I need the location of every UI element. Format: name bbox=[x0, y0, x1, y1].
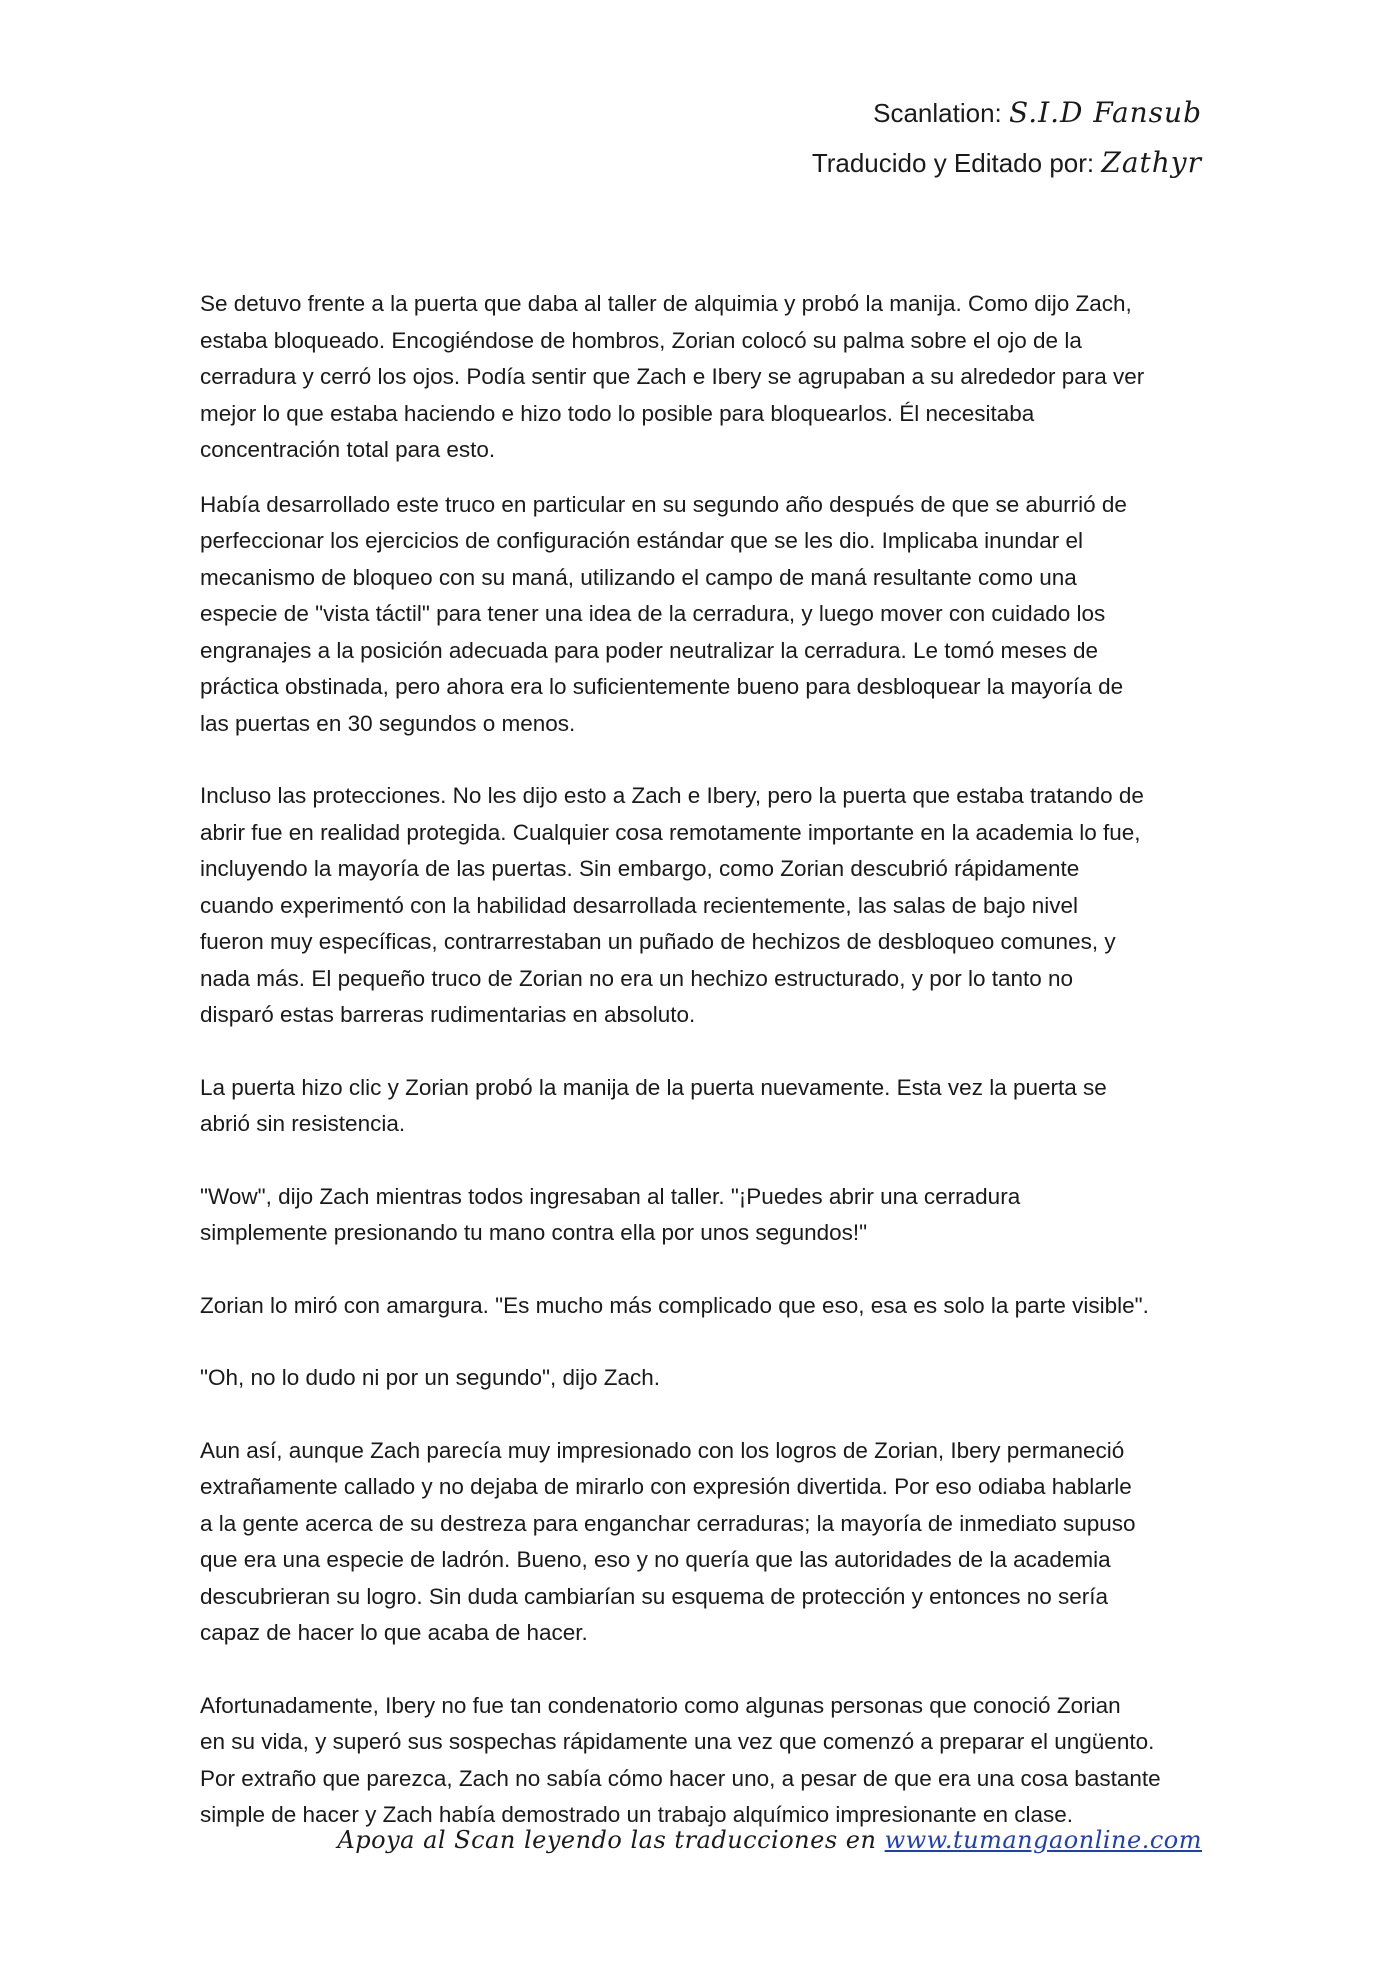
paragraph-line: Se detuvo frente a la puerta que daba al taller de alquimia y probó la manija. Como dijo Zach, bbox=[200, 291, 1132, 316]
paragraph-line: incluyendo la mayoría de las puertas. Sin embargo, como Zorian descubrió rápidamente bbox=[200, 856, 1080, 881]
paragraph-line: a la gente acerca de su destreza para enganchar cerraduras; la mayoría de inmediato supuso bbox=[200, 1510, 1136, 1536]
paragraph-line: Había desarrollado este truco en particular en su segundo año después de que se aburrió de bbox=[200, 491, 1127, 517]
paragraph-line: mejor lo que estaba haciendo e hizo todo lo posible para bloquearlos. Él necesitaba bbox=[200, 400, 1035, 426]
paragraph bbox=[200, 1688, 1220, 1834]
paragraph-line: simple de hacer y Zach había demostrado un trabajo alquímico impresionante en clase. bbox=[200, 1802, 1073, 1827]
paragraph-line: las puertas en 30 segundos o menos. bbox=[200, 710, 576, 736]
paragraph-line: fueron muy específicas, contrarrestaban un puñado de hechizos de desbloqueo comunes, y bbox=[200, 929, 1116, 954]
paragraph-line: práctica obstinada, pero ahora era lo suficientemente bueno para desbloquear la mayoría de bbox=[200, 674, 1124, 699]
paragraph bbox=[200, 1179, 1220, 1252]
footer-text: Apoya al Scan leyendo las traducciones en bbox=[337, 1826, 877, 1854]
paragraph-line: concentración total para esto. bbox=[200, 437, 496, 462]
paragraph-line: Por extraño que parezca, Zach no sabía cómo hacer uno, a pesar de que era una cosa bastante bbox=[200, 1765, 1161, 1791]
paragraph-line: La puerta hizo clic y Zorian probó la manija de la puerta nuevamente. Esta vez la puerta se bbox=[200, 1074, 1107, 1100]
paragraph-line: Zorian lo miró con amargura. "Es mucho más complicado que eso, esa es solo la parte visible". bbox=[200, 1292, 1149, 1318]
paragraph-line: "Wow", dijo Zach mientras todos ingresaban al taller. "¡Puedes abrir una cerradura bbox=[200, 1183, 1021, 1209]
chapter-body bbox=[200, 250, 1220, 1834]
footer-note bbox=[337, 1826, 1202, 1854]
paragraph-line: en su vida, y superó sus sospechas rápidamente una vez que comenzó a preparar el ungüento. bbox=[200, 1729, 1155, 1754]
paragraph bbox=[200, 487, 1220, 743]
paragraph-line: extrañamente callado y no dejaba de mirarlo con expresión divertida. Por eso odiaba hablarle bbox=[200, 1474, 1132, 1499]
translator-label: Traducido y Editado por: bbox=[811, 148, 1095, 178]
paragraph-line: especie de "vista táctil" para tener una idea de la cerradura, y luego mover con cuidado los bbox=[200, 601, 1106, 626]
paragraph-line: Aun así, aunque Zach parecía muy impresionado con los logros de Zorian, Ibery permaneció bbox=[200, 1437, 1125, 1463]
paragraph bbox=[200, 1360, 1220, 1397]
paragraph bbox=[200, 1070, 1220, 1143]
paragraph-line: Incluso las protecciones. No les dijo esto a Zach e Ibery, pero la puerta que estaba tratando de bbox=[200, 783, 1144, 808]
paragraph-line: disparó estas barreras rudimentarias en absoluto. bbox=[200, 1002, 696, 1027]
paragraph-line: cerradura y cerró los ojos. Podía sentir que Zach e Ibery se agrupaban a su alrededor para ver bbox=[200, 364, 1145, 389]
scanlation-credit bbox=[812, 88, 1202, 138]
paragraph-line: simplemente presionando tu mano contra ella por unos segundos!" bbox=[200, 1220, 868, 1245]
paragraph-line: "Oh, no lo dudo ni por un segundo", dijo Zach. bbox=[200, 1365, 661, 1390]
scanlation-label: Scanlation: bbox=[873, 98, 1002, 128]
paragraph-line: abrió sin resistencia. bbox=[200, 1111, 406, 1136]
paragraph-line: nada más. El pequeño truco de Zorian no era un hechizo estructurado, y por lo tanto no bbox=[200, 965, 1074, 991]
paragraph-line: descubrieran su logro. Sin duda cambiarían su esquema de protección y entonces no sería bbox=[200, 1583, 1109, 1609]
paragraph bbox=[200, 286, 1220, 469]
scanlation-group-name: S.I.D Fansub bbox=[1009, 96, 1202, 129]
paragraph-line: perfeccionar los ejercicios de configuración estándar que se les dio. Implicaba inundar el bbox=[200, 528, 1084, 553]
paragraph-line: capaz de hacer lo que acaba de hacer. bbox=[200, 1620, 588, 1645]
paragraph bbox=[200, 1433, 1220, 1652]
paragraph bbox=[200, 1288, 1220, 1325]
paragraph-line: Afortunadamente, Ibery no fue tan condenatorio como algunas personas que conoció Zorian bbox=[200, 1692, 1121, 1718]
footer-link[interactable]: www.tumangaonline.com bbox=[884, 1826, 1202, 1854]
paragraph-line: estaba bloqueado. Encogiéndose de hombros, Zorian colocó su palma sobre el ojo de la bbox=[200, 327, 1082, 353]
translator-name: Zathyr bbox=[1101, 146, 1202, 179]
translator-credit bbox=[812, 138, 1202, 188]
paragraph-line: que era una especie de ladrón. Bueno, eso y no quería que las autoridades de la academia bbox=[200, 1547, 1111, 1572]
paragraph-line: abrir fue en realidad protegida. Cualquier cosa remotamente importante en la academia lo fue, bbox=[200, 819, 1141, 845]
paragraph-line: cuando experimentó con la habilidad desarrollada recientemente, las salas de bajo nivel bbox=[200, 892, 1079, 918]
paragraph-line: engranajes a la posición adecuada para poder neutralizar la cerradura. Le tomó meses de bbox=[200, 637, 1099, 663]
paragraph bbox=[200, 778, 1220, 1034]
credits-header bbox=[812, 88, 1202, 188]
paragraph-line: mecanismo de bloqueo con su maná, utilizando el campo de maná resultante como una bbox=[200, 564, 1077, 590]
